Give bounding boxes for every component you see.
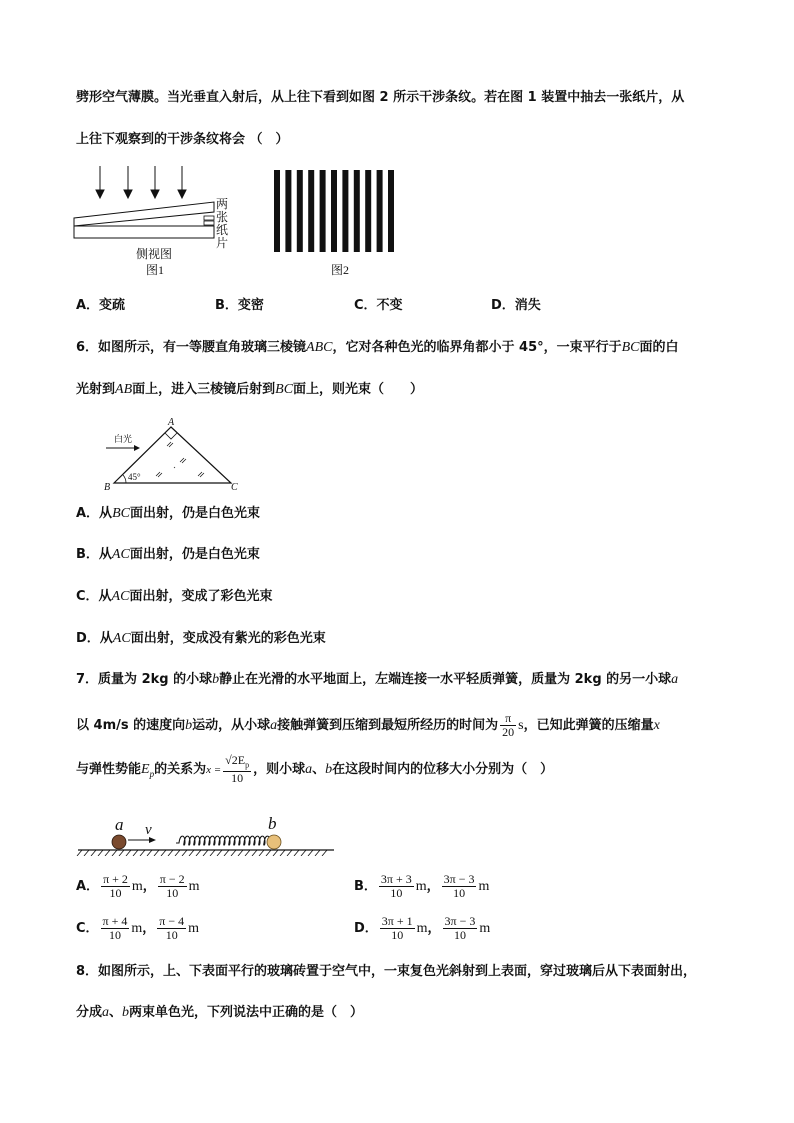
interference-stripe: [377, 170, 383, 252]
interference-stripe: [354, 170, 360, 252]
ball-b-label: b: [268, 814, 277, 833]
q7-text-line-1: 7．质量为 2kg 的小球b静止在光滑的水平地面上，左端连接一水平轻质弹簧，质量为 2kg 的另一小球a: [76, 672, 679, 687]
spring-coil: [176, 836, 270, 845]
q7-text-line-3: 与弹性势能$E_p$的关系为x = $\frac{√2E_p}{10}$ ，则小球a、b在这段时间内的位移大小分别为（ ）: [76, 753, 554, 786]
ball-a-label: a: [115, 815, 124, 834]
interference-stripe: [274, 170, 280, 252]
vertex-label-a: A: [168, 417, 175, 428]
angle-label-45: 45°: [128, 472, 141, 482]
q5-option-c[interactable]: C．不变: [354, 298, 403, 313]
q5-option-d[interactable]: D．消失: [491, 298, 541, 313]
q7-option-c[interactable]: C． $\frac{\pi + 4}{10}$ m， $\frac{\pi - 4}{10}$ m: [76, 914, 199, 942]
figure-1-caption: 图1: [146, 263, 165, 277]
paper-label-char-4: 片: [216, 236, 229, 250]
q5-option-b[interactable]: B．变密: [215, 298, 264, 313]
q6-text-line-1: 6．如图所示，有一等腰直角玻璃三棱镜ABC，它对各种色光的临界角都小于 45°，一束平行于BC面的白: [76, 340, 679, 355]
q5-option-a[interactable]: A．变疏: [76, 298, 126, 313]
interference-stripe: [331, 170, 337, 252]
q5-figure-2: [268, 168, 398, 280]
ground-hatching: [77, 850, 327, 856]
q6-option-a[interactable]: A．从BC面出射，仍是白色光束: [76, 506, 260, 521]
q5-text-line-2: 上往下观察到的干涉条纹将会 （ ）: [76, 132, 289, 147]
interference-stripe: [308, 170, 314, 252]
vertex-label-b: B: [104, 482, 111, 492]
white-light-label: 白光: [114, 434, 133, 444]
q7-option-d[interactable]: D． $\frac{3\pi + 1}{10}$ m， $\frac{3\pi - 3}{10}$ m: [354, 914, 491, 942]
paper-slip-top: [204, 216, 214, 220]
q8-text-line-1: 8．如图所示，上、下表面平行的玻璃砖置于空气中，一束复色光斜射到上表面，穿过玻璃后从下表面射出，: [76, 964, 697, 979]
interference-stripe: [388, 170, 394, 252]
paper-label-char-3: 纸: [216, 223, 229, 237]
incident-light-arrows: [96, 166, 186, 198]
vertex-label-c: C: [231, 482, 238, 492]
q6-option-c[interactable]: C．从AC面出射，变成了彩色光束: [76, 589, 273, 604]
q6-option-d[interactable]: D．从AC面出射，变成没有紫光的彩色光束: [76, 631, 326, 646]
lower-glass-plate: [74, 226, 214, 238]
upper-glass-plate: [74, 202, 214, 226]
q6-text-line-2: 光射到AB面上，进入三棱镜后射到BC面上，则光束（ ）: [76, 382, 424, 397]
energy-formula-fraction: $\frac{√2E_p}{10}$: [225, 753, 250, 786]
paper-label-char-2: 张: [216, 210, 229, 224]
q7-text-line-2: 以 4m/s 的速度向b运动，从小球a接触弹簧到压缩到最短所经历的时间为 $\frac{\pi}{20}$ s，已知此弹簧的压缩量x: [76, 711, 660, 739]
ball-b: [267, 835, 281, 849]
side-view-caption: 侧视图: [136, 247, 173, 261]
figure-2-caption: 图2: [331, 263, 350, 277]
q7-spring-figure: [76, 812, 338, 856]
q7-option-b[interactable]: B． $\frac{3\pi + 3}{10}$ m， $\frac{3\pi - 3}{10}$ m: [354, 872, 490, 900]
interference-stripe: [320, 170, 326, 252]
right-angle-mark: [165, 433, 177, 439]
interference-stripe: [285, 170, 291, 252]
interference-stripe: [297, 170, 303, 252]
time-fraction: $\frac{\pi}{20}$: [502, 711, 515, 739]
interference-stripe: [342, 170, 348, 252]
q5-figure-1: [70, 160, 245, 278]
glass-hatching: [156, 442, 204, 477]
q5-text-line-1: 劈形空气薄膜。当光垂直入射后，从上往下看到如图 2 所示干涉条纹。若在图 1 装置中抽去一张纸片，从: [76, 90, 685, 105]
paper-label-char-1: 两: [216, 197, 229, 211]
interference-stripes: [274, 170, 394, 252]
q6-prism-figure: [100, 414, 246, 492]
q6-option-b[interactable]: B．从AC面出射，仍是白色光束: [76, 547, 260, 562]
q8-text-line-2: 分成a、b两束单色光，下列说法中正确的是（ ）: [76, 1005, 364, 1020]
ball-a: [112, 835, 126, 849]
paper-slip-bottom: [204, 221, 214, 225]
interference-stripe: [365, 170, 371, 252]
q7-option-a[interactable]: A． $\frac{\pi + 2}{10}$ m， $\frac{\pi - 2}{10}$ m: [76, 872, 200, 900]
velocity-label: v: [145, 822, 152, 838]
